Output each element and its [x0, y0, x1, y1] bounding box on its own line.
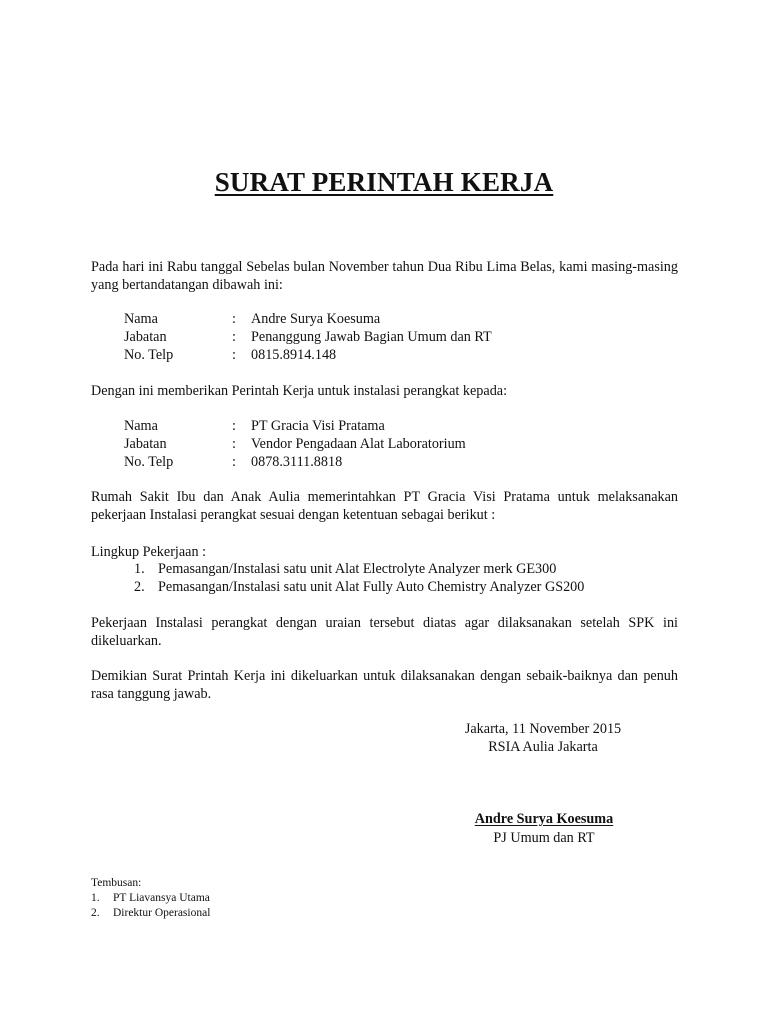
party2-nama-row	[124, 417, 684, 435]
institution-name: RSIA Aulia Jakarta	[488, 739, 598, 755]
party1-details	[124, 310, 684, 364]
signer-name: Andre Surya Koesuma	[474, 811, 614, 827]
party1-jabatan-label: Jabatan	[124, 329, 167, 345]
party2-jabatan-value: Vendor Pengadaan Alat Laboratorium	[251, 436, 466, 452]
party2-jabatan-row	[124, 435, 684, 453]
party1-nama-value: Andre Surya Koesuma	[251, 311, 381, 327]
party1-jabatan-row	[124, 328, 684, 346]
instruction-paragraph: Rumah Sakit Ibu dan Anak Aulia memerintahkan PT Gracia Visi Pratama untuk melaksanakan pekerjaan Instalasi perangkat sesuai dengan ketentuan sebagai berikut :	[91, 489, 678, 523]
scope-list	[134, 560, 694, 596]
cc-item-text: Direktur Operasional	[113, 907, 211, 919]
scope-item-text: Pemasangan/Instalasi satu unit Alat Electrolyte Analyzer merk GE300	[158, 561, 557, 577]
party1-jabatan-value: Penanggung Jawab Bagian Umum dan RT	[251, 329, 492, 345]
cc-heading: Tembusan:	[91, 877, 142, 889]
closing-paragraph: Demikian Surat Printah Kerja ini dikeluarkan untuk dilaksanakan dengan sebaik-baiknya dan penuh rasa tanggung jawab.	[91, 668, 678, 702]
order-paragraph: Dengan ini memberikan Perintah Kerja untuk instalasi perangkat kepada:	[91, 383, 508, 399]
party2-jabatan-label: Jabatan	[124, 436, 167, 452]
scope-item-number: 1.	[134, 561, 145, 577]
scope-heading: Lingkup Pekerjaan :	[91, 544, 207, 560]
party1-telp-label: No. Telp	[124, 347, 174, 363]
scope-item	[134, 578, 694, 596]
scope-item-text: Pemasangan/Instalasi satu unit Alat Fully Auto Chemistry Analyzer GS200	[158, 579, 585, 595]
colon: :	[232, 329, 236, 345]
colon: :	[232, 311, 236, 327]
party2-nama-value: PT Gracia Visi Pratama	[251, 418, 385, 434]
cc-item	[91, 891, 210, 906]
colon: :	[232, 418, 236, 434]
party2-nama-label: Nama	[124, 418, 158, 434]
party2-telp-row	[124, 453, 684, 471]
party2-details	[124, 417, 684, 471]
cc-item-text: PT Liavansya Utama	[113, 892, 210, 904]
scope-item-number: 2.	[134, 579, 145, 595]
colon: :	[232, 454, 236, 470]
party1-nama-label: Nama	[124, 311, 158, 327]
signer-title: PJ Umum dan RT	[493, 830, 595, 846]
party1-nama-row	[124, 310, 684, 328]
party2-telp-label: No. Telp	[124, 454, 174, 470]
execution-paragraph: Pekerjaan Instalasi perangkat dengan uraian tersebut diatas agar dilaksanakan setelah SPK ini dikeluarkan.	[91, 615, 678, 649]
cc-item-number: 1.	[91, 892, 100, 904]
letter-title: SURAT PERINTAH KERJA	[214, 167, 554, 197]
colon: :	[232, 436, 236, 452]
colon: :	[232, 347, 236, 363]
party1-telp-value: 0815.8914.148	[251, 347, 337, 363]
carbon-copy-section	[91, 876, 210, 921]
intro-paragraph: Pada hari ini Rabu tanggal Sebelas bulan November tahun Dua Ribu Lima Belas, kami masing-masing yang bertandatangan dibawah ini:	[91, 259, 678, 293]
scope-item	[134, 560, 694, 578]
party2-telp-value: 0878.3111.8818	[251, 454, 343, 470]
cc-item	[91, 906, 210, 921]
place-date: Jakarta, 11 November 2015	[464, 721, 622, 737]
cc-item-number: 2.	[91, 907, 100, 919]
party1-telp-row	[124, 346, 684, 364]
